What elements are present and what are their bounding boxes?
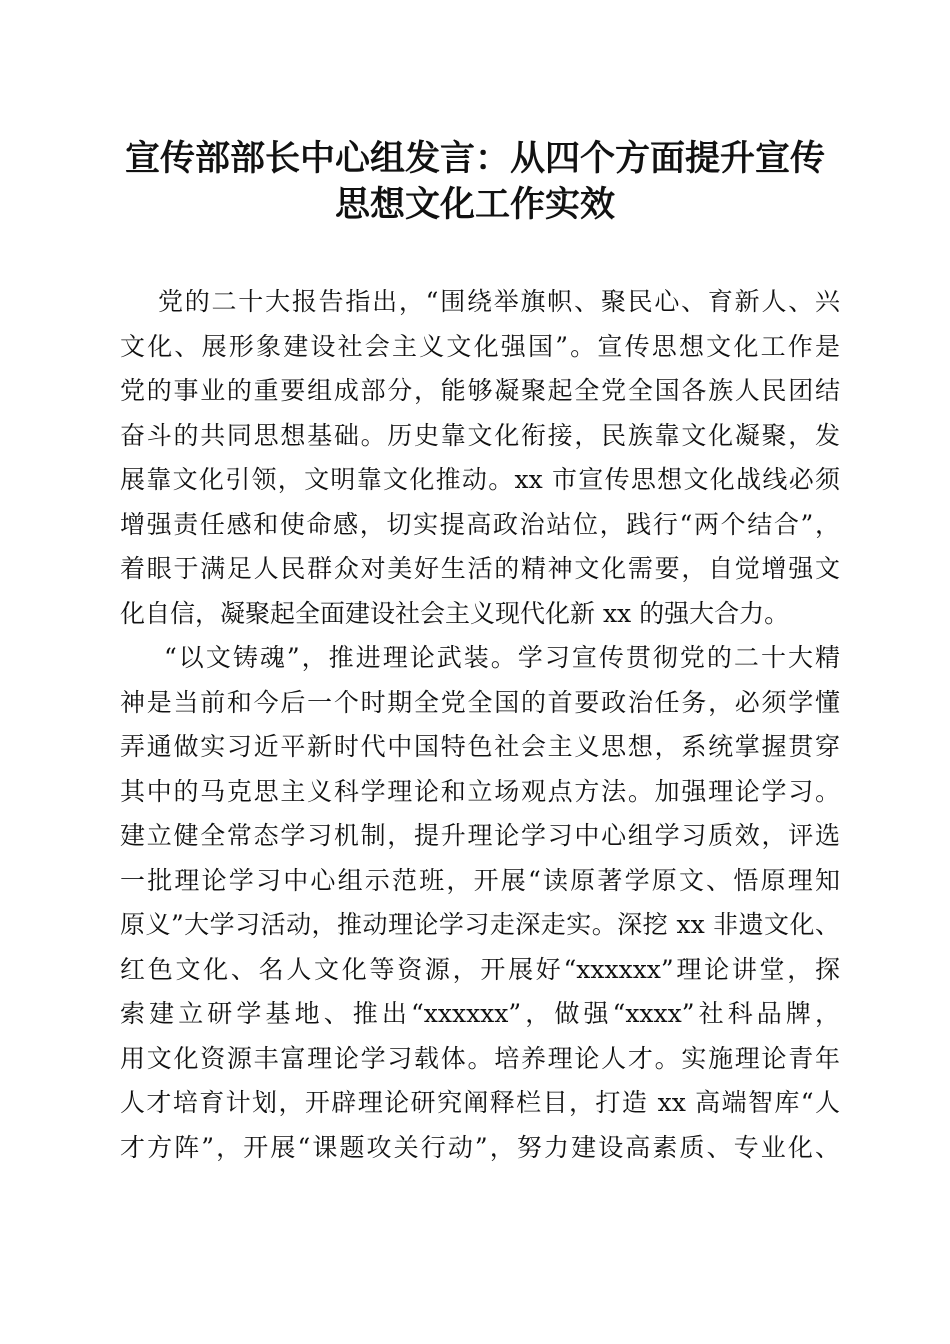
paragraph-2-line-2: 神是当前和今后一个时期全党全国的首要政治任务，必须学懂 xyxy=(120,687,840,717)
title-line-1: 宣传部部长中心组发言：从四个方面提升宣传 xyxy=(124,138,825,179)
paragraph-1-line-4: 奋斗的共同思想基础。历史靠文化衔接，民族靠文化凝聚，发 xyxy=(120,420,840,450)
paragraph-1-line-3: 党的事业的重要组成部分，能够凝聚起全党全国各族人民团结 xyxy=(120,376,840,405)
paragraph-2-line-1: “以文铸魂”，推进理论武装。学习宣传贯彻党的二十大精 xyxy=(164,643,840,672)
paragraph-2-line-4: 其中的马克思主义科学理论和立场观点方法。加强理论学习。 xyxy=(120,776,840,806)
paragraph-1-line-2: 文化、展形象建设社会主义文化强国”。宣传思想文化工作是 xyxy=(120,331,840,361)
paragraph-1-line-6: 增强责任感和使命感，切实提高政治站位，践行“两个结合”， xyxy=(120,509,840,539)
document-body xyxy=(120,280,840,1170)
paragraph-2-line-5: 建立健全常态学习机制，提升理论学习中心组学习质效，评选 xyxy=(120,821,840,850)
paragraph-2-line-11: 人才培育计划，开辟理论研究阐释栏目，打造 xx 高端智库“人 xyxy=(120,1088,840,1117)
paragraph-2-line-7: 原义”大学习活动，推动理论学习走深走实。深挖 xx 非遗文化、 xyxy=(120,910,840,939)
paragraph-2-line-12: 才方阵”，开展“课题攻关行动”，努力建设高素质、专业化、 xyxy=(120,1132,840,1162)
paragraph-2-line-9: 索建立研学基地、推出“xxxxxx”，做强“xxxx”社科品牌， xyxy=(120,999,840,1028)
title-line-2: 思想文化工作实效 xyxy=(334,184,615,225)
paragraph-1-line-7: 着眼于满足人民群众对美好生活的精神文化需要，自觉增强文 xyxy=(120,554,840,583)
paragraph-2-line-3: 弄通做实习近平新时代中国特色社会主义思想，系统掌握贯穿 xyxy=(120,732,840,761)
paragraph-2-line-10: 用文化资源丰富理论学习载体。培养理论人才。实施理论青年 xyxy=(120,1043,840,1073)
paragraph-1-line-8: 化自信，凝聚起全面建设社会主义现代化新 xx 的强大合力。 xyxy=(120,598,790,628)
paragraph-2-line-8: 红色文化、名人文化等资源，开展好“xxxxxx”理论讲堂，探 xyxy=(120,954,840,984)
paragraph-1-line-5: 展靠文化引领，文明靠文化推动。xx 市宣传思想文化战线必须 xyxy=(120,465,840,494)
paragraph-1-line-1: 党的二十大报告指出，“围绕举旗帜、聚民心、育新人、兴 xyxy=(158,287,840,316)
paragraph-2-line-6: 一批理论学习中心组示范班，开展“读原著学原文、悟原理知 xyxy=(120,865,840,895)
document-title xyxy=(100,136,850,228)
